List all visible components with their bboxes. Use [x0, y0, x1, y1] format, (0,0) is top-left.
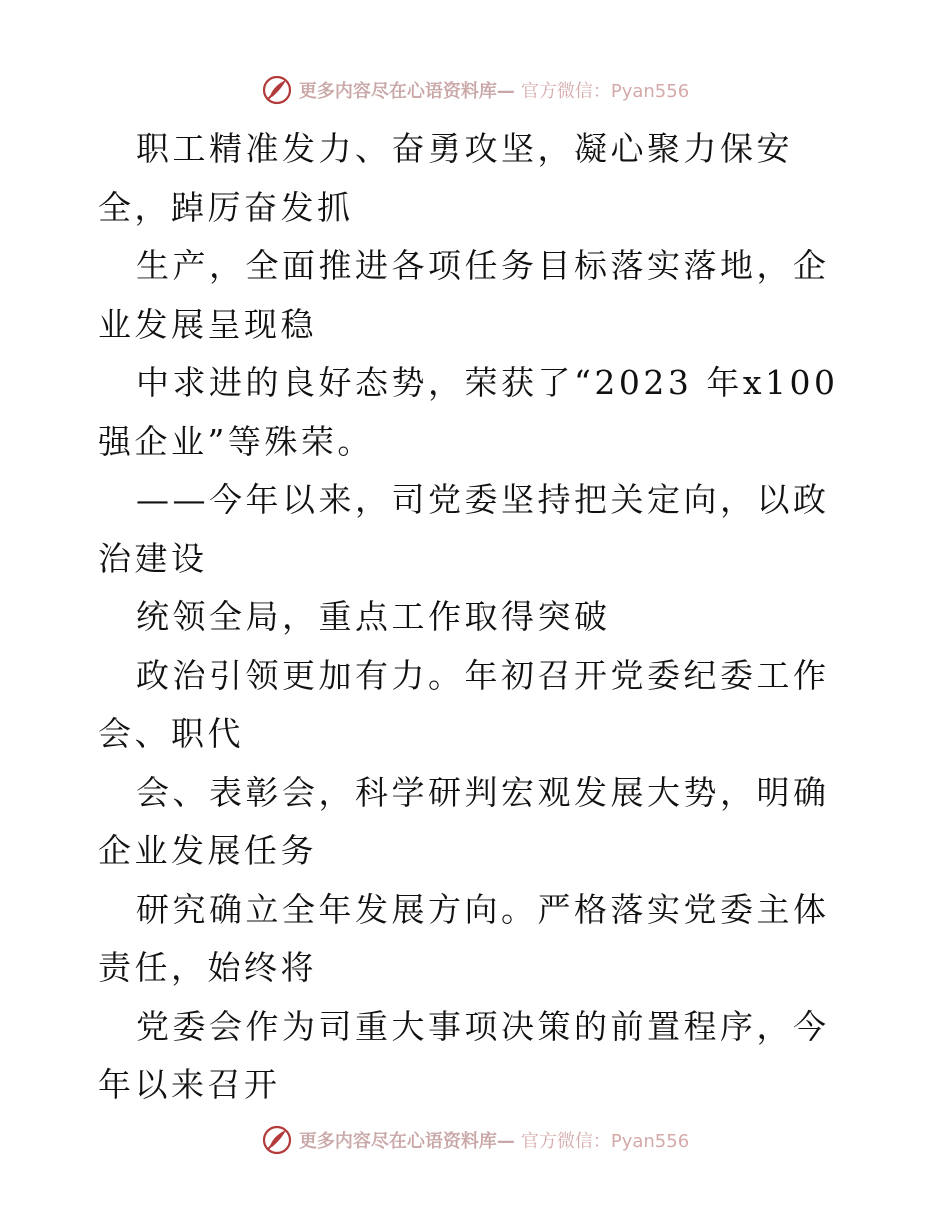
pen-logo-icon	[261, 1124, 293, 1156]
paragraph-9: 党委会作为司重大事项决策的前置程序，今年以来召开	[98, 1006, 830, 1104]
header-contact: 官方微信：Pyan556	[520, 81, 690, 102]
paragraph-6: 政治引领更加有力。年初召开党委纪委工作会、职代	[98, 655, 830, 753]
header-banner-text: 更多内容尽在心语资料库—	[298, 81, 515, 102]
paragraph-2: 生产，全面推进各项任务目标落实落地，企业发展呈现稳	[98, 246, 830, 344]
pen-logo-icon	[261, 74, 293, 106]
footer-banner-text: 更多内容尽在心语资料库—	[298, 1131, 515, 1152]
paragraph-3: 中求进的良好态势，荣获了“2023 年x100 强企业”等殊荣。	[98, 363, 853, 461]
paragraph-5: 统领全局，重点工作取得突破	[136, 597, 611, 636]
paragraph-1: 职工精准发力、奋勇攻坚，凝心聚力保安全，踔厉奋发抓	[98, 129, 793, 227]
paragraph-4: ——今年以来，司党委坚持把关定向，以政治建设	[98, 480, 830, 578]
header-banner	[0, 72, 950, 108]
paragraph-8: 研究确立全年发展方向。严格落实党委主体责任，始终将	[98, 889, 830, 987]
document-body	[98, 120, 858, 1115]
footer-contact: 官方微信：Pyan556	[520, 1131, 690, 1152]
paragraph-7: 会、表彰会，科学研判宏观发展大势，明确企业发展任务	[98, 772, 830, 870]
footer-banner	[0, 1122, 950, 1158]
